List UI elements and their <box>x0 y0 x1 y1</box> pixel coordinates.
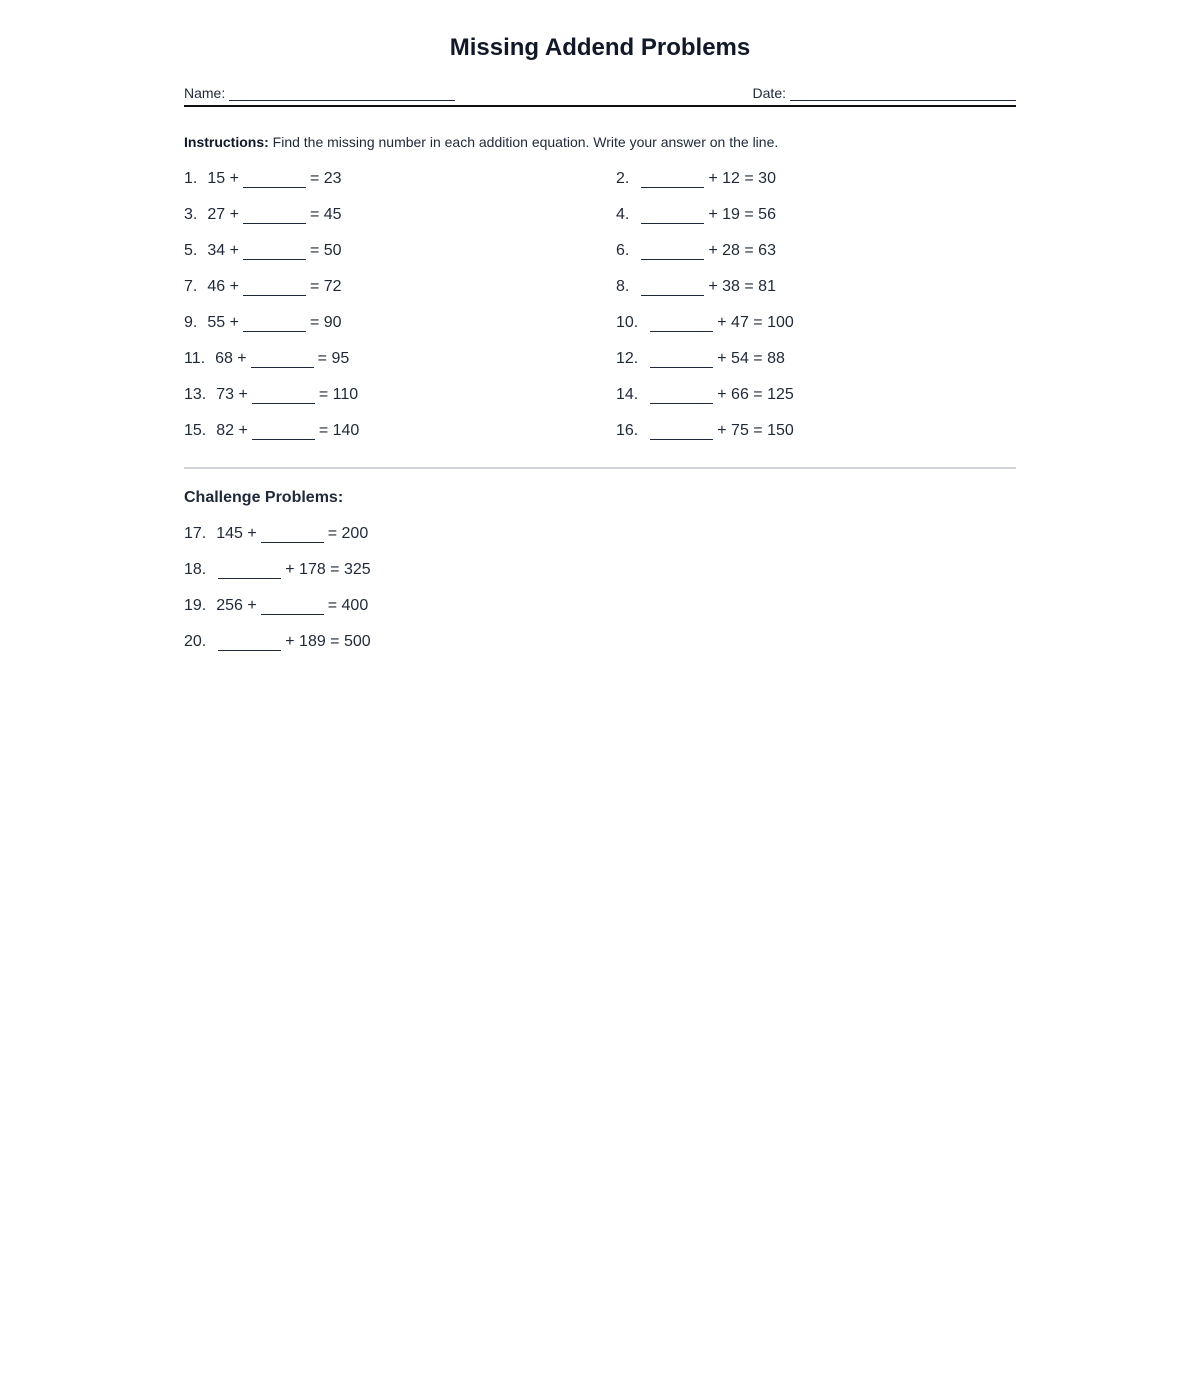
problem-number: 14. <box>616 386 639 403</box>
equation-left: 73 + <box>216 386 248 403</box>
equation-right: + 19 = 56 <box>708 206 776 223</box>
header-fields <box>184 79 1016 107</box>
problem-number: 13. <box>184 386 207 403</box>
equation-right: = 110 <box>318 386 359 403</box>
problem-item <box>616 233 1016 269</box>
equation-left: 82 + <box>216 422 248 439</box>
equation-left: 27 + <box>207 206 239 223</box>
equation-right: + 28 = 63 <box>708 242 776 259</box>
answer-blank[interactable] <box>650 351 713 368</box>
problem-item <box>616 377 1016 413</box>
problem-item <box>184 624 616 660</box>
answer-blank[interactable] <box>261 598 324 615</box>
problem-number: 1. <box>184 170 198 187</box>
answer-blank[interactable] <box>641 207 704 224</box>
problem-item <box>184 197 616 233</box>
problem-item <box>184 377 616 413</box>
answer-blank[interactable] <box>261 526 324 543</box>
problem-item <box>616 341 1016 377</box>
answer-blank[interactable] <box>641 171 704 188</box>
problem-item <box>184 161 616 197</box>
equation-right: + 47 = 100 <box>717 314 794 331</box>
problem-number: 20. <box>184 633 207 650</box>
answer-blank[interactable] <box>650 423 713 440</box>
page-title: Missing Addend Problems <box>449 34 751 61</box>
equation-left: 145 + <box>216 525 257 542</box>
answer-blank[interactable] <box>218 634 281 651</box>
problem-number: 7. <box>184 278 198 295</box>
equation-right: = 90 <box>309 314 342 331</box>
problem-number: 2. <box>616 170 630 187</box>
equation-left: 46 + <box>207 278 239 295</box>
name-input-line[interactable] <box>229 86 455 101</box>
name-label: Name: <box>184 85 226 101</box>
answer-blank[interactable] <box>650 315 713 332</box>
instructions <box>184 133 1016 151</box>
problem-item <box>184 305 616 341</box>
date-label: Date: <box>752 85 786 101</box>
equation-left: 34 + <box>207 242 239 259</box>
problem-item <box>616 161 1016 197</box>
equation-right: + 178 = 325 <box>285 561 371 578</box>
equation-right: + 66 = 125 <box>717 386 794 403</box>
equation-left: 68 + <box>215 350 247 367</box>
equation-left: 55 + <box>207 314 239 331</box>
problem-item <box>184 233 616 269</box>
worksheet-page <box>184 0 1016 660</box>
answer-blank[interactable] <box>252 387 315 404</box>
equation-right: = 95 <box>317 350 350 367</box>
instructions-label: Instructions: <box>184 134 269 150</box>
problem-number: 17. <box>184 525 207 542</box>
section-divider <box>184 467 1016 469</box>
problem-item <box>184 341 616 377</box>
problem-number: 15. <box>184 422 207 439</box>
problem-item <box>616 197 1016 233</box>
problem-item <box>184 269 616 305</box>
equation-left: 256 + <box>216 597 257 614</box>
equation-right: = 50 <box>309 242 342 259</box>
name-field <box>184 85 455 101</box>
challenge-title: Challenge Problems: <box>184 489 344 506</box>
problem-number: 16. <box>616 422 639 439</box>
problem-number: 18. <box>184 561 207 578</box>
equation-right: = 200 <box>327 525 369 542</box>
equation-left: 15 + <box>207 170 239 187</box>
problem-grid <box>184 161 1016 449</box>
answer-blank[interactable] <box>243 315 306 332</box>
problem-item <box>616 413 1016 449</box>
problem-number: 8. <box>616 278 630 295</box>
equation-right: + 54 = 88 <box>717 350 785 367</box>
instructions-text: Find the missing number in each addition equation. Write your answer on the line. <box>272 134 779 150</box>
equation-right: = 23 <box>309 170 342 187</box>
answer-blank[interactable] <box>243 243 306 260</box>
answer-blank[interactable] <box>641 243 704 260</box>
date-field <box>753 85 1016 101</box>
answer-blank[interactable] <box>218 562 281 579</box>
problem-number: 19. <box>184 597 207 614</box>
problem-number: 6. <box>616 242 630 259</box>
answer-blank[interactable] <box>252 423 315 440</box>
equation-right: + 12 = 30 <box>708 170 776 187</box>
problem-item <box>184 413 616 449</box>
problem-number: 10. <box>616 314 639 331</box>
problem-number: 4. <box>616 206 630 223</box>
problem-item <box>184 552 616 588</box>
answer-blank[interactable] <box>650 387 713 404</box>
date-input-line[interactable] <box>790 86 1016 101</box>
answer-blank[interactable] <box>251 351 314 368</box>
answer-blank[interactable] <box>641 279 704 296</box>
problem-number: 12. <box>616 350 639 367</box>
problem-number: 3. <box>184 206 198 223</box>
equation-right: = 72 <box>309 278 342 295</box>
equation-right: = 45 <box>309 206 342 223</box>
equation-right: = 140 <box>318 422 360 439</box>
answer-blank[interactable] <box>243 171 306 188</box>
equation-right: + 189 = 500 <box>285 633 371 650</box>
equation-right: + 75 = 150 <box>717 422 794 439</box>
problem-number: 5. <box>184 242 198 259</box>
problem-item <box>616 305 1016 341</box>
answer-blank[interactable] <box>243 207 306 224</box>
problem-number: 11. <box>184 350 206 367</box>
equation-right: = 400 <box>327 597 369 614</box>
problem-item <box>184 588 616 624</box>
problem-item <box>616 269 1016 305</box>
answer-blank[interactable] <box>243 279 306 296</box>
problem-number: 9. <box>184 314 198 331</box>
equation-right: + 38 = 81 <box>708 278 776 295</box>
problem-item <box>184 516 616 552</box>
challenge-problem-list <box>184 516 1016 660</box>
